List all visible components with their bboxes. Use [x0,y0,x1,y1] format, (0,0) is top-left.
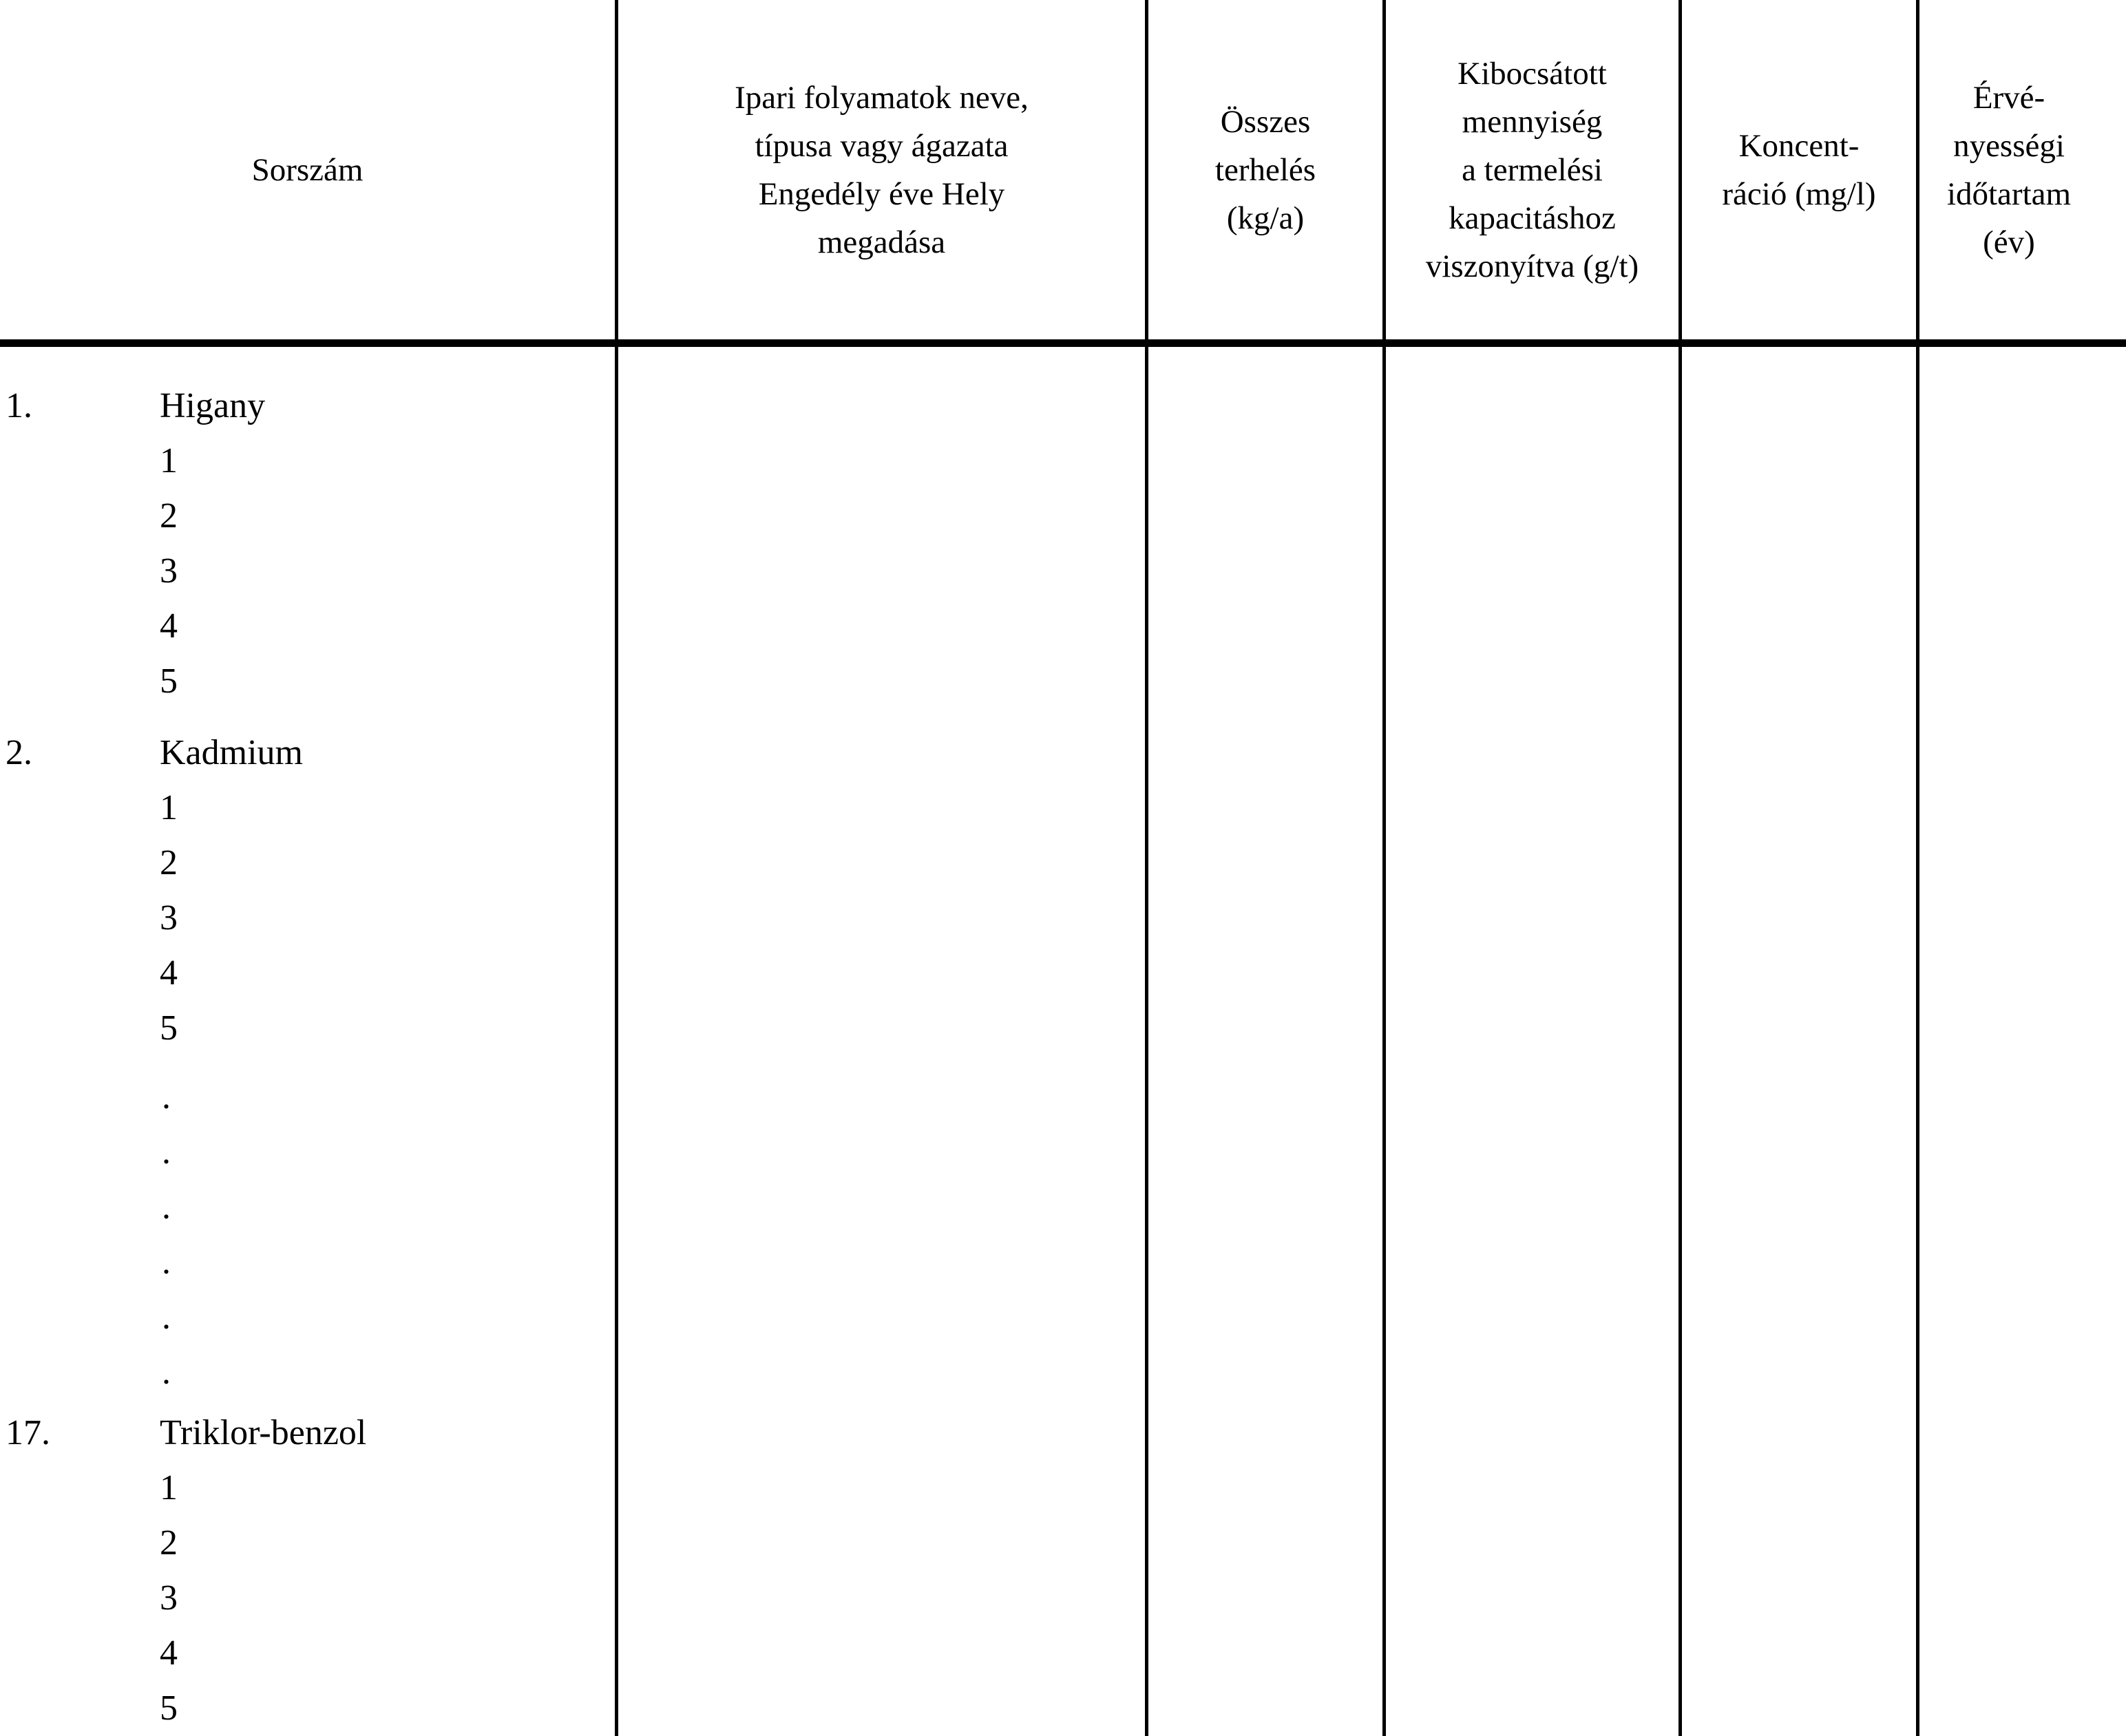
table-body [0,379,613,1736]
row-subitem: 5 [160,1689,178,1728]
header-ervenyessegi-idotartam [1919,0,2126,339]
header-kibocsatott-line-5: viszonyítva (g/t) [1425,248,1639,284]
header-koncentracio [1682,0,1916,339]
header-sorszam-line: Sorszám [251,151,364,188]
header-koncentracio-line-2: ráció (mg/l) [1722,176,1876,212]
header-osszes-terheles [1148,0,1382,339]
row-subitem: 4 [160,1633,178,1673]
row-subitem: 2 [160,1523,178,1563]
substance-name: Higany [160,386,266,425]
substance-name: Kadmium [160,733,303,772]
row-group-17 [0,1406,613,1461]
header-osszes-line-2: terhelés [1214,151,1316,188]
row-index: 17. [6,1413,50,1452]
header-ervenyessegi-line-1: Érvé- [1972,79,2045,116]
row-subitem: 2 [160,496,178,536]
header-ervenyessegi-line-3: időtartam [1946,176,2072,212]
row-subitem: 5 [160,661,178,701]
header-kibocsatott-line-1: Kibocsátott [1457,55,1607,92]
header-ipari-line-4: megadása [817,224,946,260]
ellipsis-dot: . [162,1298,171,1337]
header-ipari-line-3: Engedély éve Hely [758,176,1005,212]
header-koncentracio-line-1: Koncent- [1738,127,1860,164]
header-kibocsatott-line-3: a termelési [1462,151,1603,188]
row-index: 2. [6,733,32,772]
header-kibocsatott-mennyiseg [1386,0,1678,339]
ellipsis-dot: . [162,1353,171,1392]
row-subitem: 3 [160,551,178,591]
ellipsis-dot: . [162,1242,171,1282]
row-subitem: 3 [160,898,178,938]
header-kibocsatott-line-2: mennyiség [1462,103,1603,140]
ellipsis-dot: . [162,1077,171,1116]
row-group-2 [0,726,613,781]
row-subitem: 4 [160,606,178,646]
header-separator-rule [0,339,2126,347]
row-subitem: 4 [160,953,178,993]
header-ipari-line-2: típusa vagy ágazata [755,127,1009,164]
row-group-1 [0,379,613,434]
header-kibocsatott-line-4: kapacitáshoz [1449,200,1616,236]
header-ervenyessegi-line-2: nyességi [1953,127,2065,164]
header-ipari-line-1: Ipari folyamatok neve, [735,79,1029,116]
row-subitem: 5 [160,1008,178,1048]
ellipsis-dot: . [162,1132,171,1172]
row-subitem: 1 [160,788,178,827]
ellipsis-dot: . [162,1187,171,1227]
header-osszes-line-1: Összes [1220,103,1311,140]
header-ipari-folyamatok [618,0,1145,339]
row-subitem: 1 [160,1468,178,1507]
row-subitem: 2 [160,843,178,882]
row-index: 1. [6,386,32,425]
header-osszes-line-3: (kg/a) [1226,200,1305,236]
header-ervenyessegi-line-4: (év) [1983,224,2035,260]
header-sorszam [0,0,615,339]
substance-name: Triklor-benzol [160,1413,367,1452]
row-subitem: 1 [160,441,178,480]
row-subitem: 3 [160,1578,178,1618]
